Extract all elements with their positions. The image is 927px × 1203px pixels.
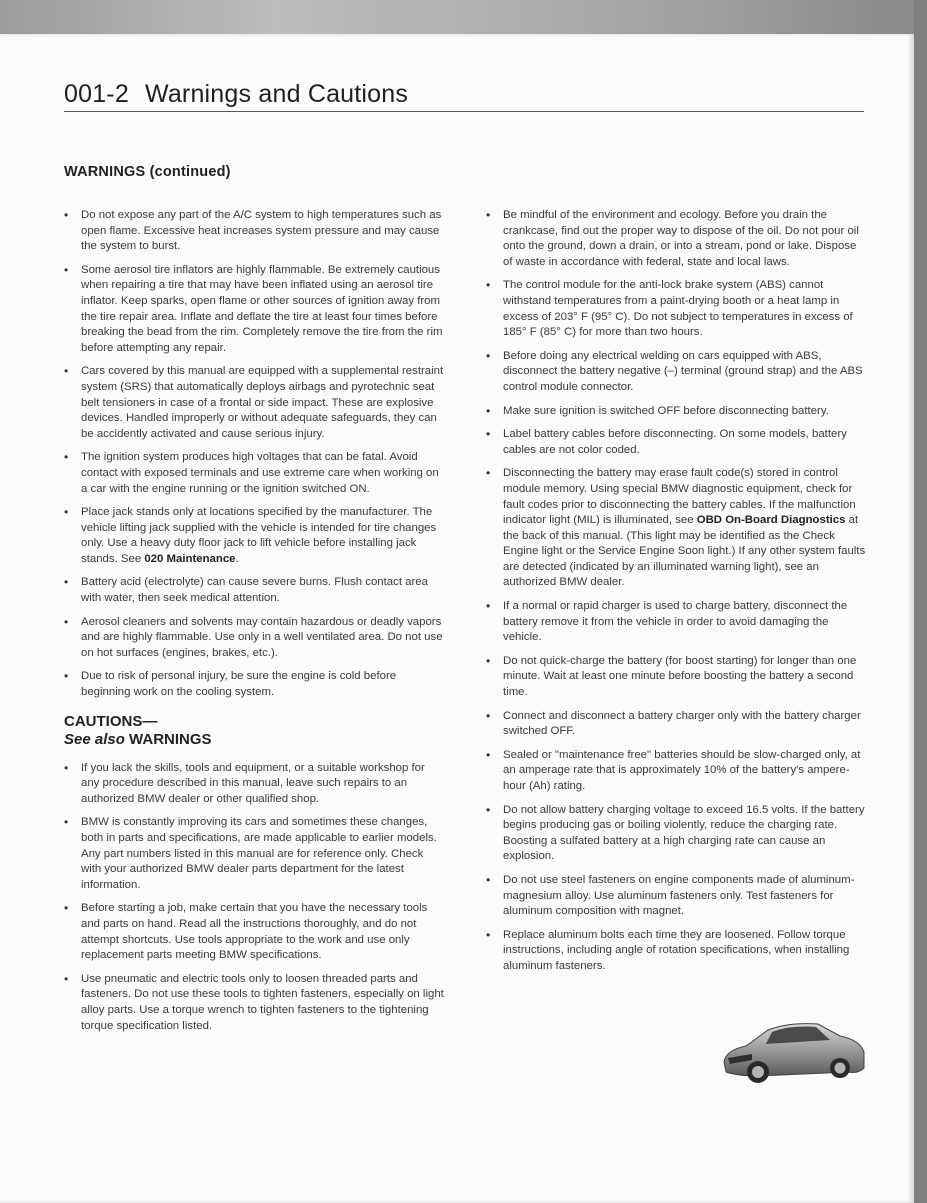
list-item: • Do not allow battery charging voltage to exceed 16.5 volts. If the battery begins producing gas or boiling violently, reduce the charging rate. Boosting a sulfated battery at a high charging rate can cause an explosion.: [486, 803, 866, 865]
list-item: • Use pneumatic and electric tools only to loosen threaded parts and fasteners. Do not use these tools to tighten fasteners, especially on light alloy parts. Use a torque wrench to tighten fasteners to the tightening torque specification listed.: [64, 972, 444, 1034]
list-item: • The control module for the anti-lock brake system (ABS) cannot withstand temperatures from a paint-drying booth or a heat lamp in excess of 203° F (95° C). Do not subject to temperatures in excess of 185° F (85° C) for more than two hours.: [486, 278, 866, 340]
list-item: • Connect and disconnect a battery charger only with the battery charger switched OFF.: [486, 709, 866, 740]
scan-right-border: [914, 0, 927, 1203]
list-item-text: Place jack stands only at locations specified by the manufacturer. The vehicle lifting jack supplied with the vehicle is intended for tire changes only. Use a heavy duty floor jack to lift vehicle before installing jack stands. See: [81, 506, 437, 565]
warnings-list-right: [486, 208, 866, 975]
cautions-list: [64, 761, 444, 1035]
page-number: 001-2: [64, 80, 129, 108]
cautions-warnings-ref: WARNINGS: [129, 730, 212, 748]
list-item: • Aerosol cleaners and solvents may contain hazardous or deadly vapors and are highly flammable. Use only in a well ventilated area. Do not use on hot surfaces (engines, brakes, etc.).: [64, 615, 444, 662]
list-item: • Do not expose any part of the A/C system to high temperatures such as open flame. Excessive heat increases system pressure and may cause the system to burst.: [64, 208, 444, 255]
page-header: [64, 80, 864, 109]
list-item: • Before starting a job, make certain that you have the necessary tools and parts on hand. Read all the instructions thoroughly, and do not attempt shortcuts. Use tools appropriate to the work and use only replacement parts meeting BMW specifications.: [64, 901, 444, 963]
cautions-block: [64, 713, 444, 749]
right-column: [486, 208, 866, 983]
page-title: [64, 80, 864, 109]
list-item-text-end: .: [235, 552, 239, 565]
header-rule: [64, 111, 864, 112]
list-item: • BMW is constantly improving its cars and sometimes these changes, both in parts and specifications, are made applicable to earlier models. Any part numbers listed in this manual are for reference only. Check with your authorized BMW dealer parts department for the latest information.: [64, 815, 444, 893]
page-title-text: Warnings and Cautions: [144, 80, 409, 108]
list-item: • If a normal or rapid charger is used to charge battery, disconnect the battery remove it from the vehicle in order to avoid damaging the vehicle.: [486, 599, 866, 646]
list-item: • Make sure ignition is switched OFF before disconnecting battery.: [486, 404, 866, 420]
warnings-list-left: [64, 208, 444, 701]
list-item: • Before doing any electrical welding on cars equipped with ABS, disconnect the battery negative (–) terminal (ground strap) and the ABS control module connector.: [486, 349, 866, 396]
list-item: • If you lack the skills, tools and equipment, or a suitable workshop for any procedure described in this manual, leave such repairs to an authorized BMW dealer or other qualified shop.: [64, 761, 444, 808]
list-item: [486, 466, 866, 591]
list-item: • The ignition system produces high voltages that can be fatal. Avoid contact with exposed terminals and use extreme care when working on a car with the engine running or the ignition switched ON.: [64, 450, 444, 497]
list-item: • Replace aluminum bolts each time they are loosened. Follow torque instructions, including angle of rotation specifications, when installing aluminum fasteners.: [486, 928, 866, 975]
list-item: • Sealed or "maintenance free" batteries should be slow-charged only, at an amperage rate that is approximately 10% of the battery's ampere-hour (Ah) rating.: [486, 748, 866, 795]
list-item: • Be mindful of the environment and ecology. Before you drain the crankcase, find out the proper way to dispose of the oil. Do not pour oil onto the ground, down a drain, or into a stream, pond or lake. Dispose of waste in accordance with federal, state and local laws.: [486, 208, 866, 270]
list-item: • Do not use steel fasteners on engine components made of aluminum-magnesium alloy. Use aluminum fasteners only. Test fasteners for aluminum composition with magnet.: [486, 873, 866, 920]
cautions-see-also: See also: [64, 730, 125, 748]
warnings-heading: WARNINGS (continued): [64, 164, 231, 180]
scan-top-border: [0, 0, 927, 34]
list-item: • Battery acid (electrolyte) can cause severe burns. Flush contact area with water, then seek medical attention.: [64, 575, 444, 606]
list-item: [64, 505, 444, 567]
cautions-heading: CAUTIONS—: [64, 712, 158, 730]
cautions-subheading: [64, 731, 444, 749]
list-item: • Due to risk of personal injury, be sure the engine is cold before beginning work on the cooling system.: [64, 669, 444, 700]
bmw-car-illustration: [718, 1010, 868, 1090]
list-item: • Some aerosol tire inflators are highly flammable. Be extremely cautious when repairing a tire that may have been inflated using an aerosol tire inflator. Keep sparks, open flame or other sources of ignition away from the tire repair area. Inflate and deflate the tire at least four times before breaking the bead from the rim. Completely remove the tire from the rim before attempting any repair.: [64, 263, 444, 357]
list-item: • Do not quick-charge the battery (for boost starting) for longer than one minute. Wait at least one minute before boosting the battery a second time.: [486, 654, 866, 701]
section-reference: 020 Maintenance: [144, 552, 236, 565]
section-reference: OBD On-Board Diagnostics: [696, 514, 846, 527]
list-item: • Cars covered by this manual are equipped with a supplemental restraint system (SRS) that automatically deploys airbags and pyrotechnic seat belt tensioners in case of a frontal or side impact. These are explosive devices. Handled improperly or without adequate safeguards, they can be accidently activated and cause serious injury.: [64, 364, 444, 442]
left-column: [64, 208, 444, 1042]
list-item-text: Disconnecting the battery may erase fault code(s) stored in control module memory. Using special BMW diagnostic equipment, check for fault codes prior to disconnecting the battery cables. If the malfunction indicator light (MIL) is illuminated, see: [503, 467, 856, 527]
list-item: • Label battery cables before disconnecting. On some models, battery cables are not color coded.: [486, 427, 866, 458]
list-item-text-end: at the back of this manual. (This light may be identified as the Check Engine light or the Service Engine Soon light.) If any other system faults are detected (indicated by an illuminated warning light), see an authorized BMW dealer.: [503, 514, 866, 589]
